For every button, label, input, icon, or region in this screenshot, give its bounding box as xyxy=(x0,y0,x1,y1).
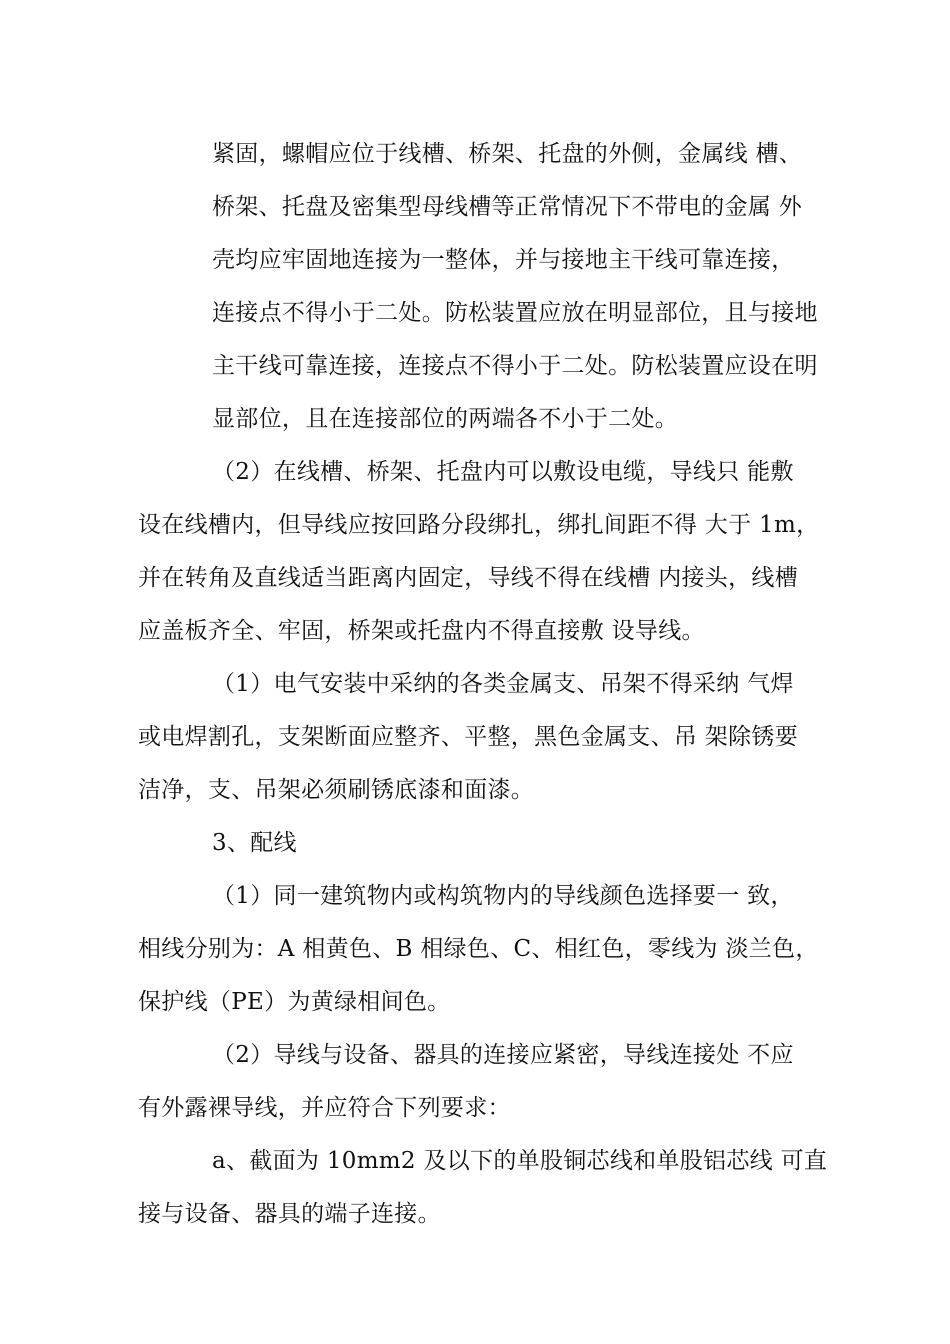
text-line: 主干线可靠连接，连接点不得小于二处。防松装置应设在明 xyxy=(212,353,818,379)
text-line: 壳均应牢固地连接为一整体，并与接地主干线可靠连接， xyxy=(212,247,795,273)
paragraph-first-line: （2）在线槽、桥架、托盘内可以敷设电缆，导线只 能敷 xyxy=(212,459,794,485)
paragraph-first-line: （2）导线与设备、器具的连接应紧密，导线连接处 不应 xyxy=(212,1042,794,1068)
text-line: 并在转角及直线适当距离内固定，导线不得在线槽 内接头，线槽 xyxy=(138,565,799,591)
text-line: 或电焊割孔，支架断面应整齐、平整，黑色金属支、吊 架除锈要 xyxy=(138,724,799,750)
text-line: 桥架、托盘及密集型母线槽等正常情况下不带电的金属 外 xyxy=(212,194,803,220)
text-line: 连接点不得小于二处。防松装置应放在明显部位，且与接地 xyxy=(212,300,818,326)
paragraph-first-line: （1）同一建筑物内或构筑物内的导线颜色选择要一 致， xyxy=(212,883,794,909)
text-line: 相线分别为：A 相黄色、B 相绿色、C、相红色，零线为 淡兰色， xyxy=(138,936,819,962)
text-line: 洁净，支、吊架必须刷锈底漆和面漆。 xyxy=(138,777,535,803)
paragraph-first-line: （1）电气安装中采纳的各类金属支、吊架不得采纳 气焊 xyxy=(212,671,794,697)
text-line: 显部位，且在连接部位的两端各不小于二处。 xyxy=(212,406,678,432)
text-line: 保护线（PE）为黄绿相间色。 xyxy=(138,989,451,1015)
section-heading: 3、配线 xyxy=(212,830,297,856)
text-line: 设在线槽内，但导线应按回路分段绑扎，绑扎间距不得 大于 1m， xyxy=(138,512,820,538)
list-item-first-line: a、截面为 10mm2 及以下的单股铜芯线和单股铝芯线 可直 xyxy=(212,1148,828,1174)
text-line: 应盖板齐全、牢固，桥架或托盘内不得直接敷 设导线。 xyxy=(138,618,705,644)
text-line: 有外露裸导线，并应符合下列要求： xyxy=(138,1095,511,1121)
text-line: 紧固，螺帽应位于线槽、桥架、托盘的外侧，金属线 槽、 xyxy=(212,141,803,167)
text-line: 接与设备、器具的端子连接。 xyxy=(138,1201,441,1227)
